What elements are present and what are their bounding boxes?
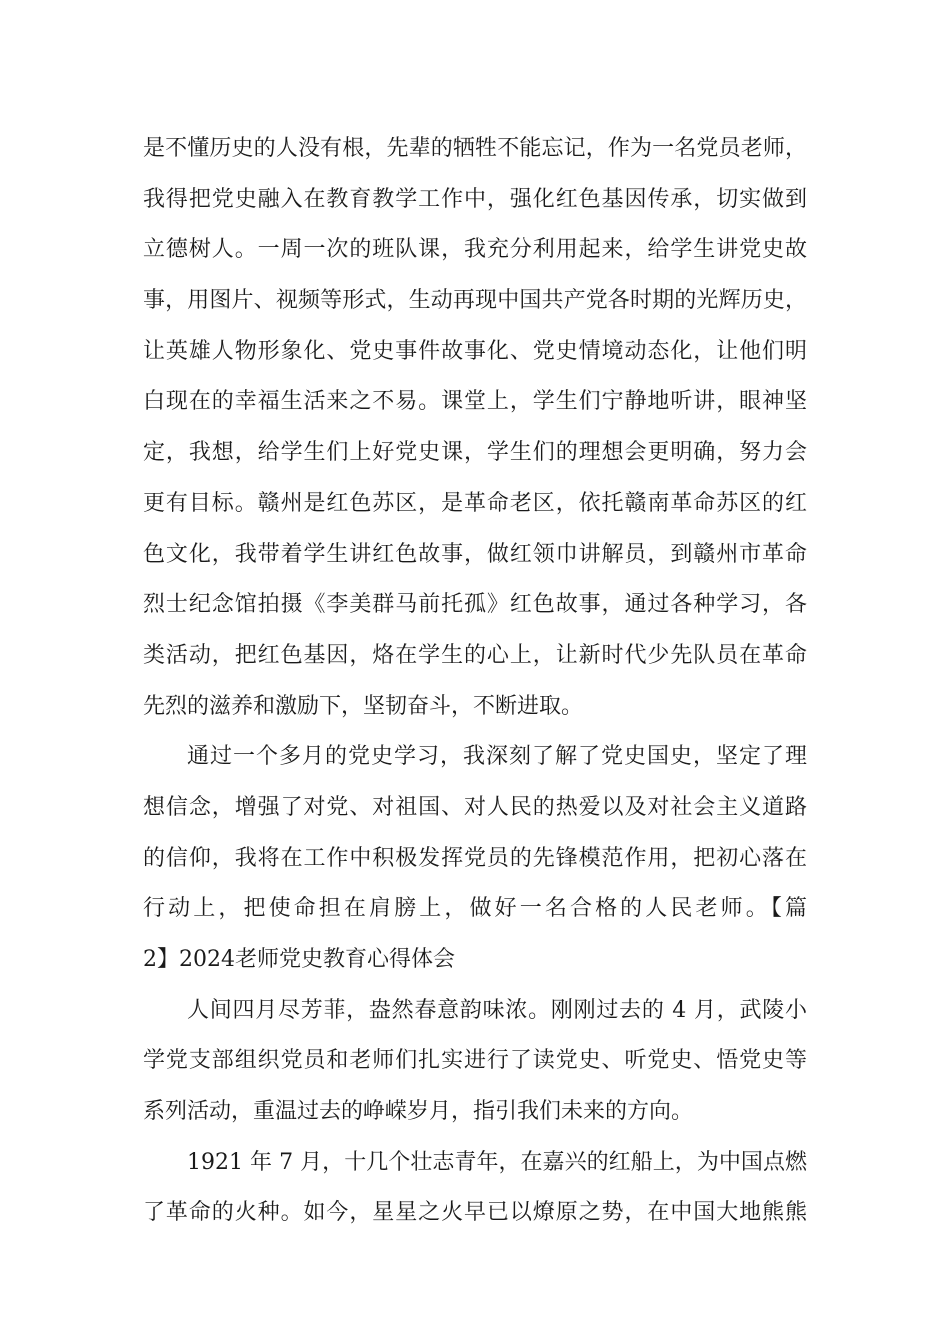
text-line: 学党支部组织党员和老师们扎实进行了读党史、听党史、悟党史等 (143, 1048, 807, 1074)
text-line: 色文化，我带着学生讲红色故事，做红领巾讲解员，到赣州市革命 (143, 541, 807, 567)
text-line: 想信念，增强了对党、对祖国、对人民的热爱以及对社会主义道路 (143, 794, 807, 820)
text-line: 让英雄人物形象化、党史事件故事化、党史情境动态化，让他们明 (143, 338, 807, 364)
document-body (143, 124, 807, 1239)
text-line: 立德树人。一周一次的班队课，我充分利用起来，给学生讲党史故 (143, 237, 807, 263)
text-line: 类活动，把红色基因，烙在学生的心上，让新时代少先队员在革命 (143, 642, 807, 668)
text-line: 行动上，把使命担在肩膀上，做好一名合格的人民老师。【篇 (143, 896, 807, 922)
text-line: 了革命的火种。如今，星星之火早已以燎原之势，在中国大地熊熊 (143, 1200, 807, 1226)
text-line: 2】2024老师党史教育心得体会 (143, 947, 455, 972)
text-line: 先烈的滋养和激励下，坚韧奋斗，不断进取。 (143, 693, 584, 719)
text-line: 我得把党史融入在教育教学工作中，强化红色基因传承，切实做到 (143, 186, 807, 212)
text-line: 事，用图片、视频等形式，生动再现中国共产党各时期的光辉历史， (143, 288, 807, 314)
text-line: 定，我想，给学生们上好党史课，学生们的理想会更明确，努力会 (143, 440, 807, 466)
text-line: 系列活动，重温过去的峥嵘岁月，指引我们未来的方向。 (143, 1099, 694, 1125)
text-line: 的信仰，我将在工作中积极发挥党员的先锋模范作用，把初心落在 (143, 845, 807, 871)
text-line: 白现在的幸福生活来之不易。课堂上，学生们宁静地听讲，眼神坚 (143, 389, 807, 415)
text-line: 通过一个多月的党史学习，我深刻了解了党史国史，坚定了理 (187, 744, 807, 770)
text-line: 更有目标。赣州是红色苏区，是革命老区，依托赣南革命苏区的红 (143, 490, 807, 516)
text-line: 烈士纪念馆拍摄《李美群马前托孤》红色故事，通过各种学习，各 (143, 592, 807, 618)
text-line: 是不懂历史的人没有根，先辈的牺牲不能忘记，作为一名党员老师， (143, 136, 807, 161)
text-line: 人间四月尽芳菲，盎然春意韵味浓。刚刚过去的 4 月，武陵小 (187, 997, 807, 1023)
text-line: 1921 年 7 月，十几个壮志青年，在嘉兴的红船上，为中国点燃 (187, 1149, 807, 1175)
